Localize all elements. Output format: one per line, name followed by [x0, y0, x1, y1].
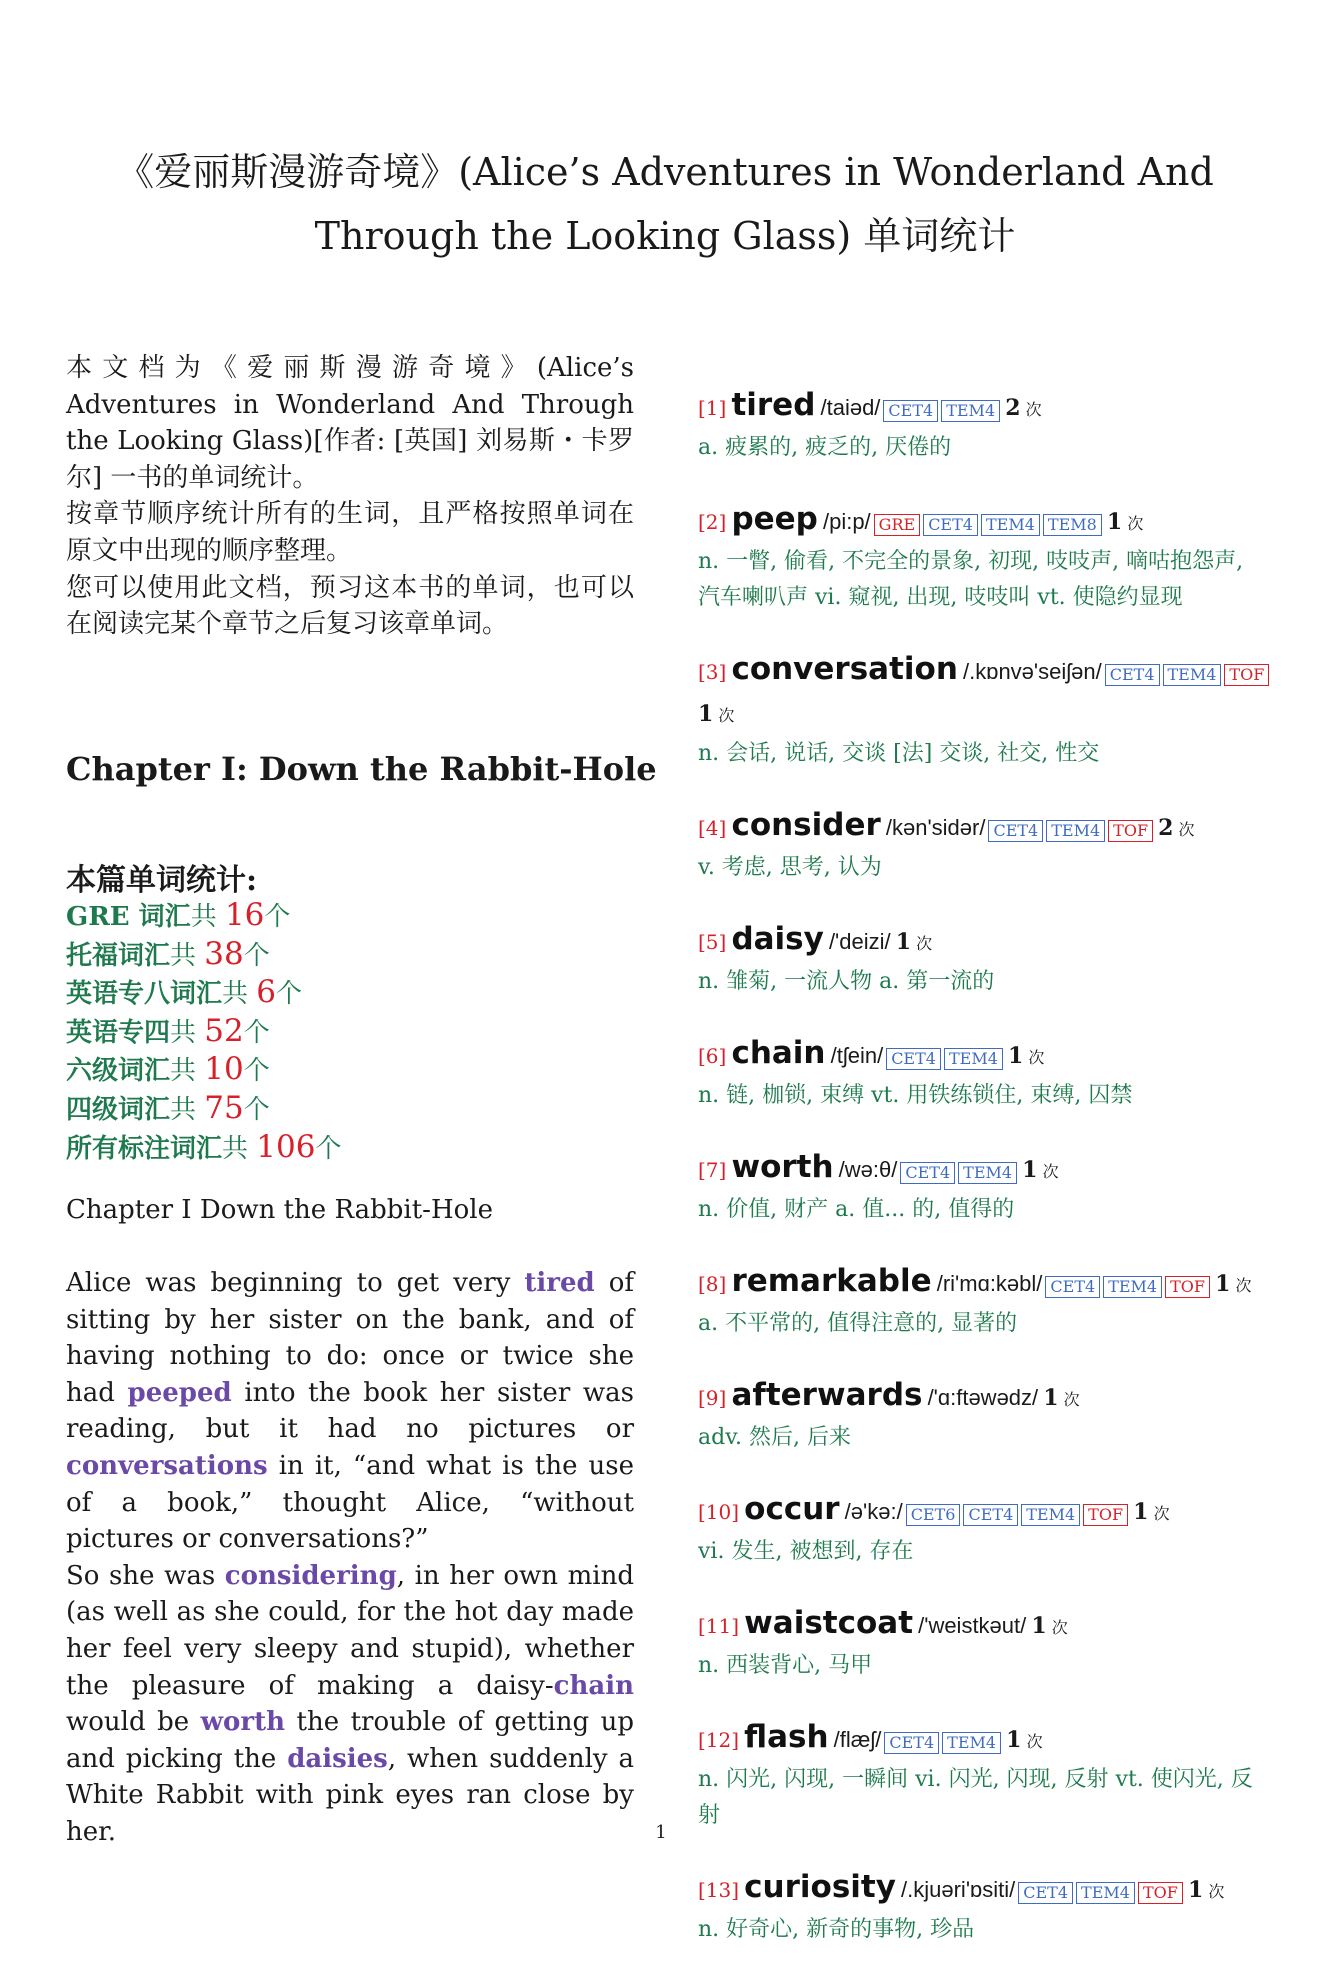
stat-mid: 共: [170, 940, 205, 971]
stat-mid: 共: [222, 979, 257, 1010]
vocab-word: remarkable: [731, 1263, 932, 1299]
vocab-word: tired: [731, 387, 816, 423]
intro-paragraph: 本文档为《爱丽斯漫游奇境》(Alice’s Adventures in Wonderland And Through the Looking Glass)[作者: [英国] 刘易斯・卡罗尔] 一书的单词统计。: [66, 353, 634, 493]
exam-tag: TOF: [1138, 1882, 1183, 1904]
exam-tag: TEM4: [944, 1048, 1003, 1070]
exam-tag: TOF: [1108, 820, 1153, 842]
passage-text-run: into the book her sister was reading, but it had no pictures or: [66, 1377, 634, 1445]
vocab-index: [5]: [698, 930, 727, 954]
vocab-word: peep: [731, 501, 818, 537]
stat-count: 10: [204, 1051, 244, 1088]
vocab-count: 2: [1158, 815, 1174, 841]
exam-tag: CET4: [988, 820, 1043, 842]
stat-count: 16: [224, 897, 265, 933]
exam-tag: TEM4: [1076, 1882, 1135, 1904]
vocab-times-label: 次: [1153, 1504, 1170, 1523]
vocab-entry: [698, 1033, 1270, 1114]
vocab-index: [8]: [698, 1272, 727, 1296]
vocab-index: [7]: [698, 1158, 727, 1182]
vocab-count: 1: [1187, 1877, 1204, 1903]
stat-count: 52: [204, 1012, 244, 1049]
passage-text-run: Alice was beginning to get very: [66, 1268, 525, 1298]
vocab-entry-header: [698, 1147, 1270, 1192]
passage-paragraph-2: [66, 1558, 634, 1851]
vocab-count: 1: [1106, 509, 1123, 535]
vocab-index: [6]: [698, 1044, 727, 1068]
vocab-ipa: /'weistkəut/: [918, 1613, 1027, 1638]
stat-count: 6: [256, 974, 277, 1011]
vocab-entry-header: [698, 805, 1270, 850]
exam-tag: TEM4: [942, 1732, 1001, 1754]
vocab-index: [2]: [698, 510, 727, 534]
stat-mid: 共: [170, 1094, 205, 1125]
exam-tag: TEM8: [1043, 514, 1102, 536]
vocab-times-label: 次: [1025, 400, 1042, 419]
vocab-times-label: 次: [1127, 514, 1144, 533]
vocab-entry: [698, 499, 1270, 616]
vocab-entry-header: [698, 1717, 1270, 1762]
exam-tag: TEM4: [981, 514, 1040, 536]
vocab-definition: n. 链, 枷锁, 束缚 vt. 用铁练锁住, 束缚, 囚禁: [698, 1083, 1133, 1108]
vocab-index: [3]: [698, 660, 727, 684]
stats-heading: 本篇单词统计:: [66, 863, 258, 898]
vocab-definition: n. 雏菊, 一流人物 a. 第一流的: [698, 969, 995, 994]
vocab-count: 1: [1133, 1499, 1149, 1525]
stat-mid: 共: [190, 902, 225, 932]
vocab-word: chain: [731, 1035, 826, 1071]
stat-mid: 共: [222, 1133, 257, 1164]
vocab-count: 1: [1215, 1271, 1231, 1297]
exam-tag: CET4: [900, 1162, 955, 1184]
vocab-times-label: 次: [718, 706, 735, 725]
highlighted-word: tired: [524, 1268, 595, 1298]
vocab-definition: n. 价值, 财产 a. 值... 的, 值得的: [698, 1197, 1015, 1222]
stat-line-cet6: [66, 1051, 341, 1090]
highlighted-word: peeped: [127, 1377, 232, 1408]
vocab-definition: n. 一瞥, 偷看, 不完全的景象, 初现, 吱吱声, 嘀咕抱怨声, 汽车喇叭声 vi. 窥视, 出现, 吱吱叫 vt. 使隐约显现: [698, 549, 1244, 610]
vocab-times-label: 次: [1178, 820, 1195, 839]
highlighted-word: considering: [224, 1560, 397, 1591]
vocab-ipa: /kən'sidər/: [885, 815, 986, 840]
vocab-entry-header: [698, 1261, 1270, 1306]
title-line-1: 《爱丽斯漫游奇境》(Alice’s Adventures in Wonderland And: [116, 150, 1214, 194]
passage-text-run: So she was: [66, 1560, 225, 1591]
intro-section: [66, 350, 634, 643]
vocab-entry: [698, 1261, 1270, 1342]
vocab-ipa: /flæʃ/: [833, 1727, 882, 1752]
passage-text-run: the trouble of getting up and picking the: [66, 1707, 635, 1774]
highlighted-word: daisies: [287, 1743, 388, 1774]
vocab-word: daisy: [731, 921, 824, 957]
stat-label: 四级词汇: [66, 1094, 171, 1125]
stat-unit: 个: [243, 1056, 270, 1087]
highlighted-word: worth: [200, 1707, 285, 1738]
vocab-entry: [698, 1603, 1270, 1684]
vocab-entry-header: [698, 1867, 1270, 1912]
vocab-index: [13]: [698, 1878, 740, 1902]
stat-line-tem4: [66, 1013, 341, 1052]
vocab-times-label: 次: [1028, 1048, 1045, 1067]
passage-paragraph-1: [66, 1265, 634, 1558]
stat-line-tem8: [66, 974, 341, 1013]
exam-tag: TOF: [1224, 664, 1269, 686]
stat-label: 英语专四: [66, 1017, 171, 1048]
vocab-entry-header: [698, 1375, 1270, 1420]
vocab-count: 2: [1005, 395, 1021, 421]
exam-tag: TOF: [1165, 1276, 1210, 1298]
vocab-entry: [698, 805, 1270, 886]
page-number: 1: [655, 1822, 667, 1843]
exam-tag: CET4: [1018, 1882, 1073, 1904]
stat-count: 38: [204, 935, 244, 972]
stat-unit: 个: [264, 902, 291, 932]
vocab-entry: [698, 385, 1270, 466]
vocab-count: 1: [1006, 1727, 1022, 1753]
vocab-ipa: /pi:p/: [822, 509, 871, 534]
vocab-word: worth: [731, 1149, 834, 1185]
exam-tag: GRE: [874, 514, 921, 536]
vocab-definition: n. 西装背心, 马甲: [698, 1653, 873, 1678]
vocab-entry: [698, 649, 1270, 772]
vocab-count: 1: [1043, 1385, 1059, 1411]
exam-tag: TEM4: [1046, 820, 1105, 842]
vocab-ipa: /'ɑ:ftəwədz/: [927, 1385, 1039, 1410]
vocab-entry-header: [698, 1033, 1270, 1078]
vocab-index: [4]: [698, 816, 727, 840]
exam-tag: TOF: [1083, 1504, 1128, 1526]
stat-unit: 个: [243, 1017, 270, 1048]
stat-unit: 个: [315, 1133, 342, 1164]
passage-text: [66, 1265, 634, 1851]
exam-tag: TEM4: [941, 400, 1000, 422]
vocab-index: [12]: [698, 1728, 740, 1752]
vocab-word: conversation: [731, 651, 958, 687]
vocab-entry: [698, 1147, 1270, 1228]
vocab-ipa: /.kɒnvə'seiʃən/: [962, 659, 1102, 684]
vocab-definition: n. 闪光, 闪现, 一瞬间 vi. 闪光, 闪现, 反射 vt. 使闪光, 反射: [698, 1767, 1253, 1828]
vocab-ipa: /wə:θ/: [838, 1157, 898, 1182]
stat-label: GRE 词汇: [66, 902, 191, 932]
vocab-times-label: 次: [1051, 1618, 1068, 1637]
exam-tag: CET4: [883, 400, 938, 422]
vocab-ipa: /ri'mɑ:kəbl/: [936, 1271, 1043, 1296]
vocab-count: 1: [1007, 1043, 1024, 1069]
exam-tag: CET4: [884, 1732, 939, 1754]
vocab-word: consider: [731, 807, 881, 843]
vocab-count: 1: [1022, 1157, 1038, 1183]
vocab-times-label: 次: [1063, 1390, 1080, 1409]
vocab-definition: n. 好奇心, 新奇的事物, 珍品: [698, 1917, 975, 1942]
vocab-count: 1: [895, 929, 912, 955]
exam-tag: CET4: [923, 514, 978, 536]
stat-unit: 个: [243, 940, 270, 971]
document-title: [90, 140, 1240, 268]
vocab-entry-header: [698, 385, 1270, 430]
vocab-count: 1: [1031, 1613, 1047, 1639]
stat-count: 75: [204, 1089, 244, 1126]
vocab-word: curiosity: [744, 1869, 896, 1905]
vocab-count: 1: [698, 701, 714, 727]
vocab-entry-header: [698, 649, 1270, 736]
stat-line-toefl: [66, 936, 341, 975]
vocab-definition: v. 考虑, 思考, 认为: [698, 855, 882, 880]
vocab-word: waistcoat: [744, 1605, 914, 1641]
vocab-definition: a. 不平常的, 值得注意的, 显著的: [698, 1311, 1018, 1336]
passage-text-run: would be: [66, 1707, 201, 1738]
vocab-word: flash: [744, 1719, 829, 1755]
vocab-entry-header: [698, 1603, 1270, 1648]
chapter-heading: Chapter I: Down the Rabbit-Hole: [66, 750, 657, 788]
vocab-times-label: 次: [1208, 1882, 1225, 1901]
passage-text-run: , when suddenly a White Rabbit with pink eyes ran close by her.: [66, 1743, 634, 1847]
vocab-definition: a. 疲累的, 疲乏的, 厌倦的: [698, 435, 952, 460]
vocab-index: [11]: [698, 1614, 740, 1638]
vocab-index: [1]: [698, 396, 727, 420]
exam-tag: CET4: [963, 1504, 1018, 1526]
vocab-ipa: /tʃein/: [830, 1043, 884, 1068]
stat-line-cet4: [66, 1090, 341, 1129]
vocab-ipa: /ə'kə:/: [844, 1499, 903, 1524]
passage-text-run: in it, “and what is the use of a book,” thought Alice, “without pictures or conversations?”: [66, 1450, 634, 1555]
stat-label: 英语专八词汇: [66, 979, 223, 1010]
vocab-entry: [698, 919, 1270, 1000]
vocab-entry: [698, 1489, 1270, 1570]
vocab-list: [698, 385, 1270, 1981]
exam-tag: CET4: [886, 1048, 941, 1070]
vocab-times-label: 次: [1235, 1276, 1252, 1295]
vocab-index: [10]: [698, 1500, 740, 1524]
stat-label: 托福词汇: [66, 940, 171, 971]
stat-mid: 共: [170, 1017, 205, 1048]
exam-tag: TEM4: [1021, 1504, 1080, 1526]
vocab-definition: vi. 发生, 被想到, 存在: [698, 1539, 914, 1564]
stats-list: [66, 897, 341, 1167]
vocab-ipa: /taiəd/: [820, 395, 881, 420]
highlighted-word: chain: [553, 1670, 634, 1701]
stat-count: 106: [256, 1128, 316, 1165]
vocab-entry-header: [698, 499, 1270, 544]
stat-mid: 共: [170, 1056, 205, 1087]
exam-tag: TEM4: [1163, 664, 1222, 686]
chapter-subheading: Chapter I Down the Rabbit-Hole: [66, 1195, 493, 1225]
vocab-entry-header: [698, 919, 1270, 964]
vocab-word: afterwards: [731, 1377, 923, 1413]
vocab-ipa: /'deizi/: [828, 929, 891, 954]
vocab-entry: [698, 1717, 1270, 1834]
vocab-index: [9]: [698, 1386, 727, 1410]
exam-tag: CET6: [906, 1504, 961, 1526]
stat-unit: 个: [276, 979, 303, 1010]
vocab-times-label: 次: [916, 934, 933, 953]
vocab-entry: [698, 1375, 1270, 1456]
passage-text-run: of sitting by her sister on the bank, and of having nothing to do: once or twice she had: [66, 1268, 634, 1408]
exam-tag: TEM4: [958, 1162, 1017, 1184]
exam-tag: TEM4: [1103, 1276, 1162, 1298]
vocab-definition: n. 会话, 说话, 交谈 [法] 交谈, 社交, 性交: [698, 741, 1100, 766]
stat-line-gre: [66, 897, 341, 936]
exam-tag: CET4: [1045, 1276, 1100, 1298]
title-line-2: Through the Looking Glass) 单词统计: [314, 214, 1016, 258]
stat-label: 六级词汇: [66, 1056, 171, 1087]
vocab-times-label: 次: [1026, 1732, 1043, 1751]
vocab-ipa: /.kjuəri'ɒsiti/: [901, 1877, 1016, 1902]
exam-tag: CET4: [1105, 664, 1160, 686]
intro-paragraph: 您可以使用此文档，预习这本书的单词，也可以在阅读完某个章节之后复习该章单词。: [66, 572, 634, 640]
stat-label: 所有标注词汇: [66, 1133, 223, 1164]
vocab-word: occur: [744, 1491, 840, 1527]
stat-unit: 个: [243, 1094, 270, 1125]
passage-text-run: , in her own mind (as well as she could, for the hot day made her feel very sleepy and stupid), whether the pleasure of making a daisy-: [66, 1560, 634, 1701]
intro-paragraph: 按章节顺序统计所有的生词，且严格按照单词在原文中出现的顺序整理。: [66, 499, 634, 566]
vocab-entry: [698, 1867, 1270, 1948]
stat-line-all: [66, 1129, 341, 1168]
vocab-definition: adv. 然后, 后来: [698, 1425, 851, 1450]
highlighted-word: conversations: [66, 1450, 268, 1481]
vocab-entry-header: [698, 1489, 1270, 1534]
vocab-times-label: 次: [1042, 1162, 1059, 1181]
